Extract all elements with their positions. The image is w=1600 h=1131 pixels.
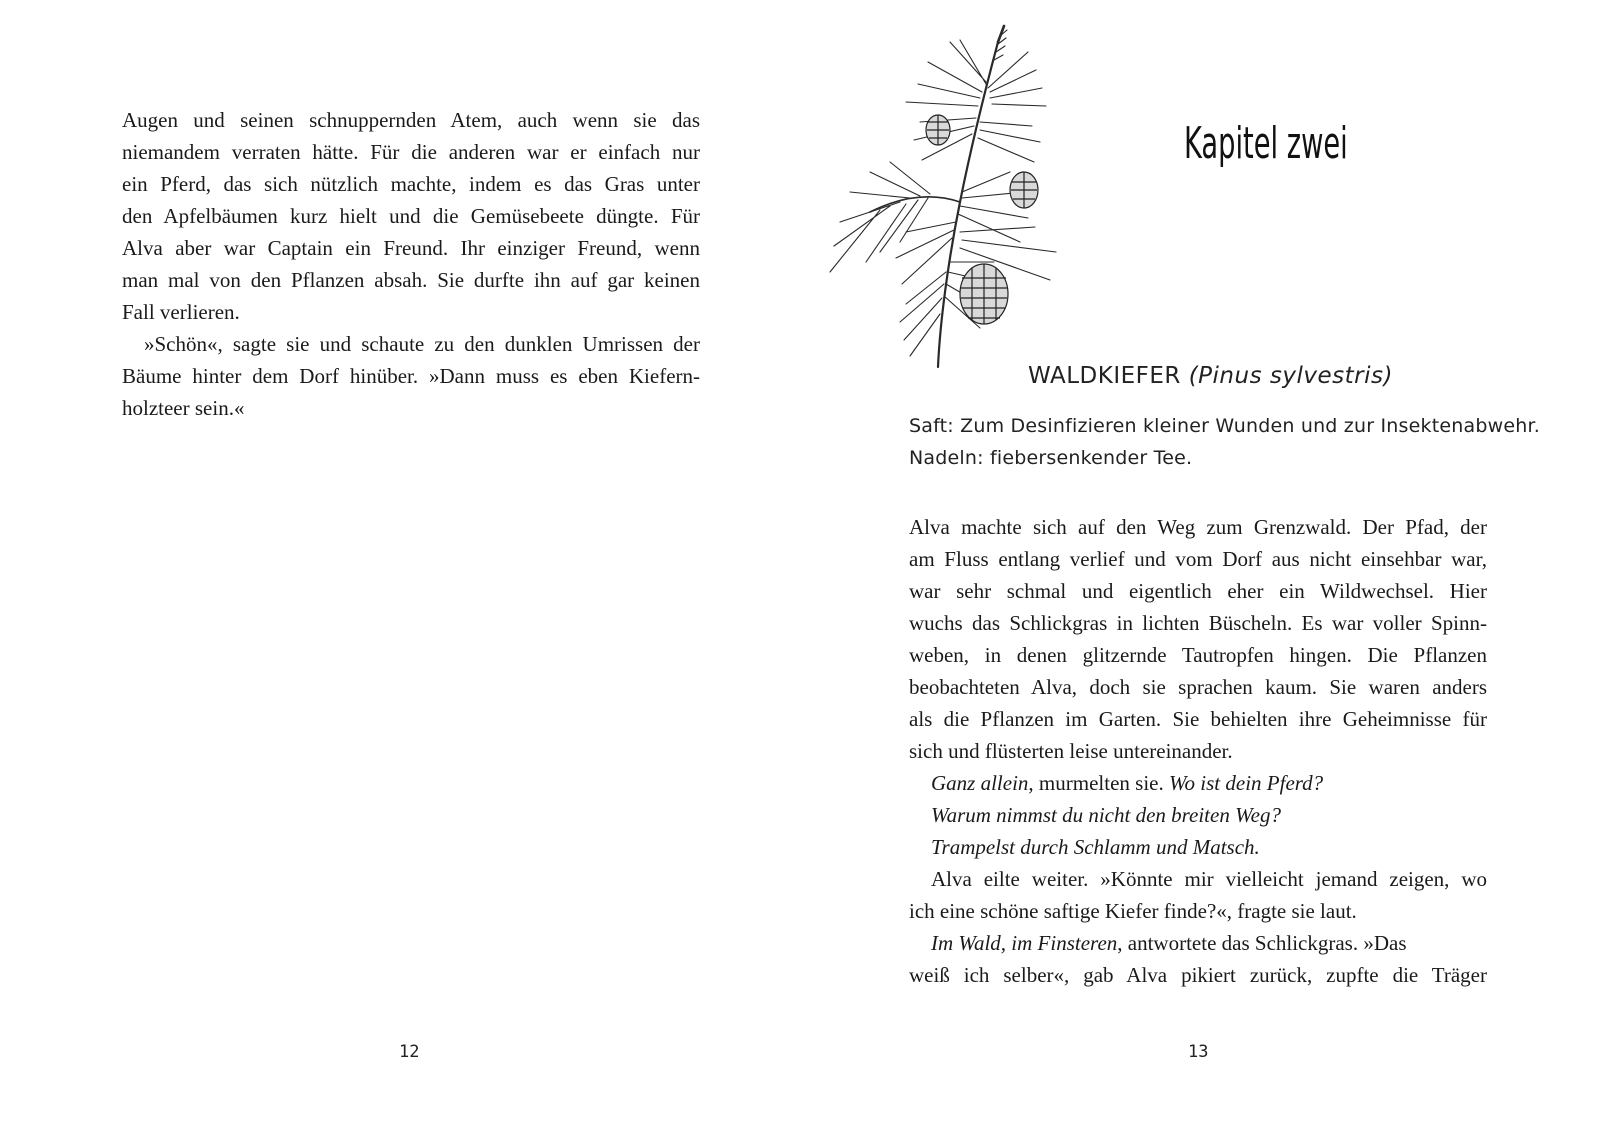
page-number: 13: [1188, 1042, 1209, 1062]
text-line: »Schön«, sagte sie und schaute zu den dunklen Umrissen der: [144, 332, 700, 356]
text-line: man mal von den Pflanzen absah. Sie durfte ihn auf gar keinen: [122, 268, 700, 292]
text-line: Augen und seinen schnuppernden Atem, auch wenn sie das: [122, 108, 700, 132]
plant-note-needles: Nadeln: fiebersenkender Tee.: [909, 447, 1193, 469]
text-line: [909, 767, 1487, 799]
dialogue-plants: Trampelst durch Schlamm und Matsch.: [931, 835, 1260, 859]
plant-caption: [1028, 363, 1393, 389]
text-line: den Apfelbäumen kurz hielt und die Gemüsebeete düngte. Für: [122, 204, 700, 228]
dialogue-tag: , murmelten sie.: [1028, 771, 1169, 795]
text-line: Fall verlieren.: [122, 300, 240, 324]
left-body-text: [122, 104, 700, 424]
plant-notes: [909, 410, 1540, 474]
text-line: ein Pferd, das sich nützlich machte, indem es das Gras unter: [122, 172, 700, 196]
text-line: als die Pflanzen im Garten. Sie behielten ihre Geheimnisse für: [909, 707, 1487, 731]
dialogue-plants: Warum nimmst du nicht den breiten Weg?: [931, 803, 1281, 827]
text-line: Alva machte sich auf den Weg zum Grenzwald. Der Pfad, der: [909, 515, 1487, 539]
text-line: Alva aber war Captain ein Freund. Ihr einziger Freund, wenn: [122, 236, 700, 260]
right-page: [800, 0, 1600, 1131]
text-line: holzteer sein.«: [122, 396, 245, 420]
text-line: [909, 927, 1487, 959]
text-line: sich und flüsterten leise untereinander.: [909, 739, 1233, 763]
page-number: 12: [399, 1042, 420, 1062]
text-line: weiß ich selber«, gab Alva pikiert zurück, zupfte die Träger: [909, 963, 1487, 987]
text-line: am Fluss entlang verlief und vom Dorf aus nicht einsehbar war,: [909, 547, 1487, 571]
dialogue-plants: Ganz allein: [931, 771, 1029, 795]
text-line: niemandem verraten hätte. Für die anderen war er einfach nur: [122, 140, 700, 164]
dialogue-plants: Wo ist dein Pferd?: [1168, 771, 1324, 795]
plant-name: WALDKIEFER: [1028, 363, 1181, 389]
chapter-title: Kapitel zwei: [1184, 118, 1348, 169]
text-line: ich eine schöne saftige Kiefer finde?«, fragte sie laut.: [909, 899, 1357, 923]
plant-latin-name: (Pinus sylvestris): [1188, 363, 1393, 389]
text-line: [909, 831, 1487, 863]
pine-branch-illustration: [810, 22, 1070, 382]
text-line: [909, 799, 1487, 831]
dialogue-grass: Im Wald, im Finsteren: [931, 931, 1118, 955]
text-line: Alva eilte weiter. »Könnte mir vielleicht jemand zeigen, wo: [931, 867, 1487, 891]
right-body-text: [909, 511, 1487, 991]
text-line: weben, in denen glitzernde Tautropfen hingen. Die Pflanzen: [909, 643, 1487, 667]
text-line: beobachteten Alva, doch sie sprachen kaum. Sie waren anders: [909, 675, 1487, 699]
text-line: Bäume hinter dem Dorf hinüber. »Dann muss es eben Kiefern-: [122, 364, 700, 388]
dialogue-tag: , antwortete das Schlickgras. »Das: [1117, 931, 1407, 955]
text-line: war sehr schmal und eigentlich eher ein Wildwechsel. Hier: [909, 579, 1487, 603]
plant-note-sap: Saft: Zum Desinfizieren kleiner Wunden und zur Insektenabwehr.: [909, 415, 1540, 437]
text-line: wuchs das Schlickgras in lichten Büscheln. Es war voller Spinn-: [909, 611, 1487, 635]
